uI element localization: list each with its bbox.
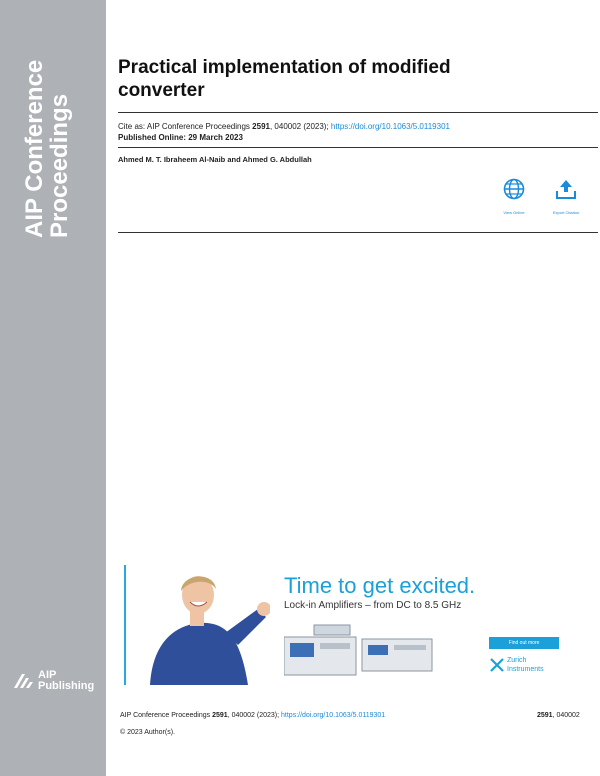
export-icon bbox=[555, 178, 577, 200]
divider bbox=[118, 232, 598, 233]
aip-logo-icon bbox=[12, 672, 34, 690]
divider bbox=[118, 147, 598, 148]
zurich-logo-icon bbox=[489, 657, 505, 673]
export-citation-label: Export Citation bbox=[552, 210, 580, 215]
doi-link[interactable]: https://doi.org/10.1063/5.0119301 bbox=[330, 122, 450, 131]
logo-text-publishing: Publishing bbox=[38, 680, 95, 692]
journal-title-line2: Proceedings bbox=[46, 93, 73, 238]
advertisement-banner[interactable] bbox=[124, 565, 579, 685]
journal-title-line1: AIP Conference bbox=[21, 59, 48, 238]
ad-subline: Lock-in Amplifiers – from DC to 8.5 GHz bbox=[284, 600, 462, 611]
zurich-instruments-logo bbox=[489, 655, 569, 677]
footer-page-number: , 040002 bbox=[552, 712, 580, 719]
brand-line1: Zurich bbox=[507, 657, 527, 664]
ad-person-image bbox=[130, 565, 270, 685]
cite-as bbox=[118, 121, 450, 132]
copyright: © 2023 Author(s). bbox=[120, 729, 175, 736]
footer-doi-link[interactable]: https://doi.org/10.1063/5.0119301 bbox=[281, 712, 386, 719]
ad-accent-bar bbox=[124, 565, 126, 685]
divider bbox=[118, 112, 598, 113]
footer-citation-volume: 2591 bbox=[212, 712, 228, 719]
journal-title bbox=[22, 60, 72, 238]
footer-citation-rest: , 040002 (2023); bbox=[227, 712, 280, 719]
view-online-button[interactable] bbox=[494, 178, 534, 215]
globe-icon bbox=[503, 178, 525, 200]
find-out-more-button[interactable]: Find out more bbox=[489, 637, 559, 649]
article-title: Practical implementation of modified converter bbox=[118, 57, 451, 101]
export-citation-button[interactable] bbox=[546, 178, 586, 215]
footer-page-id bbox=[537, 712, 580, 719]
authors: Ahmed M. T. Ibraheem Al-Naib and Ahmed G. Abdullah bbox=[118, 155, 312, 164]
published-date: Published Online: 29 March 2023 bbox=[118, 133, 243, 142]
cite-rest: , 040002 (2023); bbox=[269, 122, 329, 131]
cite-prefix: Cite as: AIP Conference Proceedings bbox=[118, 122, 250, 131]
footer-page-volume: 2591 bbox=[537, 712, 553, 719]
cite-volume: 2591 bbox=[252, 122, 270, 131]
footer-citation-prefix: AIP Conference Proceedings bbox=[120, 712, 211, 719]
ad-headline: Time to get excited. bbox=[284, 573, 476, 598]
view-online-label: View Online bbox=[503, 210, 525, 215]
footer-citation bbox=[120, 712, 385, 719]
ad-instruments-image bbox=[284, 623, 434, 683]
brand-line2: Instruments bbox=[507, 666, 544, 673]
journal-sidebar bbox=[0, 0, 106, 776]
logo-text-aip: AIP bbox=[38, 669, 57, 681]
